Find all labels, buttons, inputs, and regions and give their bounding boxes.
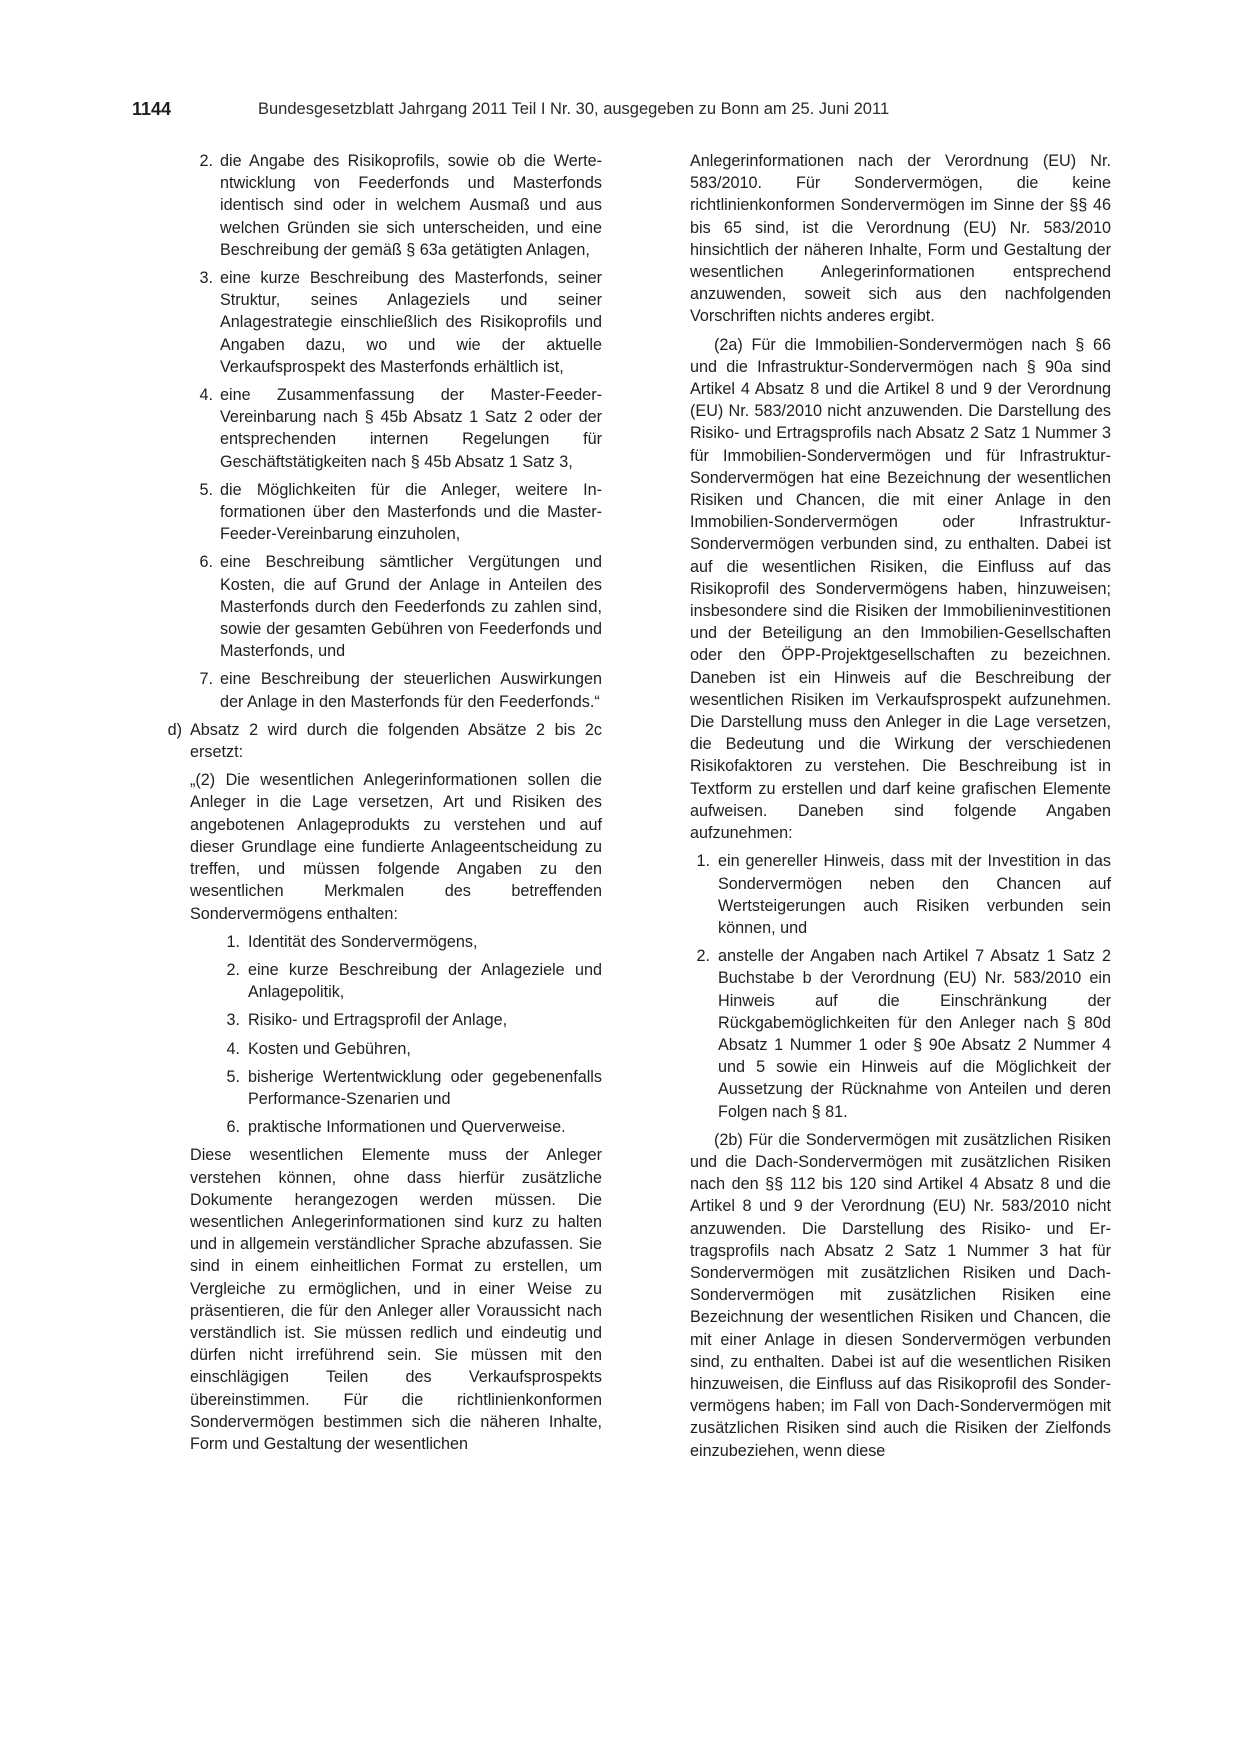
item-text: die Angabe des Risikoprofils, sowie ob die Wertentwicklung von Feederfonds und Masterfonds identisch sind oder in welchem Ausmaß und aus welchen Gründen sie sich unterscheiden, und eine Beschreibung der gemäß § 63a getätigten Anlagen,	[220, 152, 602, 259]
item-text: Risiko- und Ertragsprofil der Anlage,	[248, 1011, 508, 1030]
item-text: eine Beschreibung sämtlicher Vergütungen und Kosten, die auf Grund der Anlage in Anteilen des Masterfonds durch den Feederfonds zu zahlen sind, sowie der gesamten Gebühren von Feederfonds und Masterfonds, und	[220, 553, 602, 661]
list-item	[218, 1009, 602, 1031]
quote-intro: „(2) Die wesentlichen Anlegerinformationen sollen die Anleger in die Lage versetzen, Art und Risiken des angebotenen Anlageprodukts zu verstehen und auf dieser Grundlage eine fundierte Anlageentscheidung zu treffen, und müssen folgende Angaben zu den wesentlichen Merkmalen des betreffenden Sondervermögens enthalten:	[190, 771, 602, 923]
item-text: anstelle der Angaben nach Artikel 7 Absatz 1 Satz 2 Buchstabe b der Verordnung (EU) Nr. 583/2010 ein Hinweis auf die Einschränkung der Rückgabemöglichkeiten für den Anleger nach § 80d Absatz 1 Nummer 1 oder § 90e Absatz 2 Nummer 4 und 5 sowie ein Hinweis auf die Möglichkeit der Aussetzung der Rücknahme von Anteilen und deren Folgen nach § 81.	[718, 947, 1111, 1121]
item-number: 3.	[226, 1011, 240, 1030]
item-number: 4.	[226, 1039, 240, 1058]
left-column	[162, 150, 602, 1461]
item-text: eine kurze Beschreibung des Masterfonds, seiner Struktur, seines Anlageziels und seiner Anlagestrategie einschließlich des Risikoprofils und Angaben dazu, wo und wie der aktuelle Verkaufsprospekt des Masterfonds erhältlich ist,	[220, 269, 602, 376]
list-item	[190, 267, 602, 378]
item-text: praktische Informationen und Querverweise.	[248, 1118, 566, 1137]
list-item	[190, 479, 602, 546]
item-number: 6.	[226, 1118, 240, 1137]
list-item	[218, 1116, 602, 1138]
continuation-paragraph: Anlegerinformationen nach der Verordnung (EU) Nr. 583/2010. Für Sondervermögen, die keine richtlinienkonformen Sondervermögen im Sinne der §§ 46 bis 65 sind, ist die Verordnung (EU) Nr. 583/2010 hinsichtlich der näheren Inhalte, Form und Gestaltung der wesentlichen Anlegerinformationen entsprechend anzuwenden, soweit sich aus den nachfolgenden Vorschriften nichts anderes ergibt.	[690, 152, 1111, 326]
item-number: 4.	[199, 386, 213, 405]
list-item	[190, 551, 602, 662]
amendment-text: Absatz 2 wird durch die folgenden Absätze 2 bis 2c ersetzt:	[190, 720, 602, 762]
paragraph-2a: (2a) Für die Immobilien-Sondervermögen nach § 66 und die Infrastruktur-Sondervermögen nach § 90a sind Artikel 4 Absatz 8 und die Artikel 8 und 9 der Verordnung (EU) Nr. 583/2010 nicht anzuwenden. Die Darstellung des Risiko- und Ertragsprofils nach Absatz 2 Satz 1 Nummer 3 für Immobilien-Sondervermögen und für Infrastruktur-Sondervermögen hat eine Bezeichnung der wesentlichen Risiken und Chancen, die mit einer Anlage in den Immobilien-Sondervermögen oder Infrastruktur-Sondervermögen verbunden sind, zu enthalten. Dabei ist auf die wesentlichen Risiken, die Einfluss auf das Risikoprofil des Sondervermögens haben, hinzuweisen; insbesondere sind die Risiken der Immobilieninvestitionen und der Beteiligung an den Immobilien-Gesellschaften oder den ÖPP-Projektgesellschaften zu bezeichnen. Daneben ist ein Hinweis auf die Beschreibung der wesentlichen Risiken im Verkaufsprospekt aufzunehmen. Die Darstellung muss den Anleger in die Lage versetzen, die Bedeutung und die Wirkung der verschiedenen Risikofaktoren zu verstehen. Die Beschreibung ist in Textform zu erstellen und darf keine grafischen Elemente aufweisen. Daneben sind folgende Angaben aufzunehmen:	[690, 335, 1111, 843]
list-item	[690, 850, 1111, 939]
item-number: 2.	[696, 947, 710, 966]
item-number: 1.	[696, 852, 710, 871]
page-header	[132, 99, 1112, 125]
item-text: die Möglichkeiten für die Anleger, weitere Informationen über den Masterfonds und die Master-Feeder-Vereinbarung einzuholen,	[220, 480, 602, 544]
list-item	[218, 1038, 602, 1060]
item-text: Identität des Sondervermögens,	[248, 932, 478, 951]
running-head: Bundesgesetzblatt Jahrgang 2011 Teil I Nr. 30, ausgegeben zu Bonn am 25. Juni 2011	[258, 100, 890, 118]
item-number: 6.	[199, 553, 213, 572]
item-text: bisherige Wertentwicklung oder gegebenenfalls Performance-Szenarien und	[248, 1067, 602, 1108]
list-item	[218, 1066, 602, 1110]
list-item	[218, 931, 602, 953]
amendment-d	[162, 719, 602, 763]
list-item	[190, 150, 602, 261]
item-text: ein genereller Hinweis, dass mit der Investition in das Sondervermögen neben den Chancen auf Wertsteigerungen auch Risiken verbunden sein können, und	[718, 852, 1111, 937]
item-text: eine kurze Beschreibung der Anlageziele und Anlagepolitik,	[248, 960, 602, 1002]
item-number: 1.	[226, 932, 240, 951]
item-text: eine Beschreibung der steuerlichen Auswirkungen der Anlage in den Masterfonds für den Feederfonds.“	[220, 670, 602, 711]
item-text: eine Zusammenfassung der Master-Feeder-Vereinbarung nach § 45b Absatz 1 Satz 2 oder der entsprechenden internen Regelungen für Geschäftstätigkeiten nach § 45b Absatz 1 Satz 3,	[220, 386, 602, 471]
list-item	[218, 959, 602, 1003]
right-column	[690, 150, 1111, 1468]
quoted-paragraph-2	[190, 769, 602, 1455]
item-number: 3.	[199, 269, 213, 288]
list-item	[690, 945, 1111, 1123]
item-number: 2.	[226, 960, 240, 979]
item-text: Kosten und Gebühren,	[248, 1039, 411, 1058]
closing-paragraph: Diese wesentlichen Elemente muss der Anleger verstehen können, ohne dass hierfür zusätzliche Dokumente herangezogen werden müssen. Die wesentlichen Anlegerinformationen sind kurz zu halten und in allgemein verständlicher Sprache abzufassen. Sie sind in einem einheitlichen Format zu erstellen, um Vergleiche zu ermöglichen, und in einer Weise zu präsentieren, die für den Anleger aller Voraussicht nach verständlich ist. Sie müssen redlich und eindeutig und dürfen nicht irreführend sein. Sie müssen mit den einschlägigen Teilen des Verkaufsprospekts übereinstimmen. Für die richtlinienkonformen Sondervermögen bestimmen sich die näheren Inhalte, Form und Gestaltung der wesentlichen	[190, 1146, 602, 1453]
item-number: 5.	[226, 1067, 240, 1086]
amendment-label: d)	[167, 720, 182, 739]
paragraph-2b: (2b) Für die Sondervermögen mit zusätzlichen Risiken und die Dach-Sondervermögen mit zusätzlichen Risiken nach den §§ 112 bis 120 sind Artikel 4 Absatz 8 und die Artikel 8 und 9 der Verordnung (EU) Nr. 583/2010 nicht anzuwenden. Die Darstellung des Risiko- und Ertragsprofils nach Absatz 2 Satz 1 Nummer 3 hat für Sondervermögen mit zusätzlichen Risiken und Dach-Sondervermögen mit zusätzlichen Risiken eine Bezeichnung der wesentlichen Risiken und Chancen, die mit einer Anlage in diesen Sondervermögen verbunden sind, zu enthalten. Dabei ist auf die wesentlichen Risiken hinzuweisen, die Einfluss auf das Risikoprofil des Sondervermögens haben; im Fall von Dach-Sondervermögen mit zusätzlichen Risiken sind auch die Risiken der Zielfonds einzubeziehen, wenn diese	[690, 1130, 1111, 1460]
list-item	[190, 668, 602, 712]
page-number: 1144	[132, 99, 172, 119]
item-number: 5.	[199, 480, 213, 499]
list-item	[190, 384, 602, 473]
item-number: 7.	[199, 670, 213, 689]
item-number: 2.	[199, 152, 213, 170]
